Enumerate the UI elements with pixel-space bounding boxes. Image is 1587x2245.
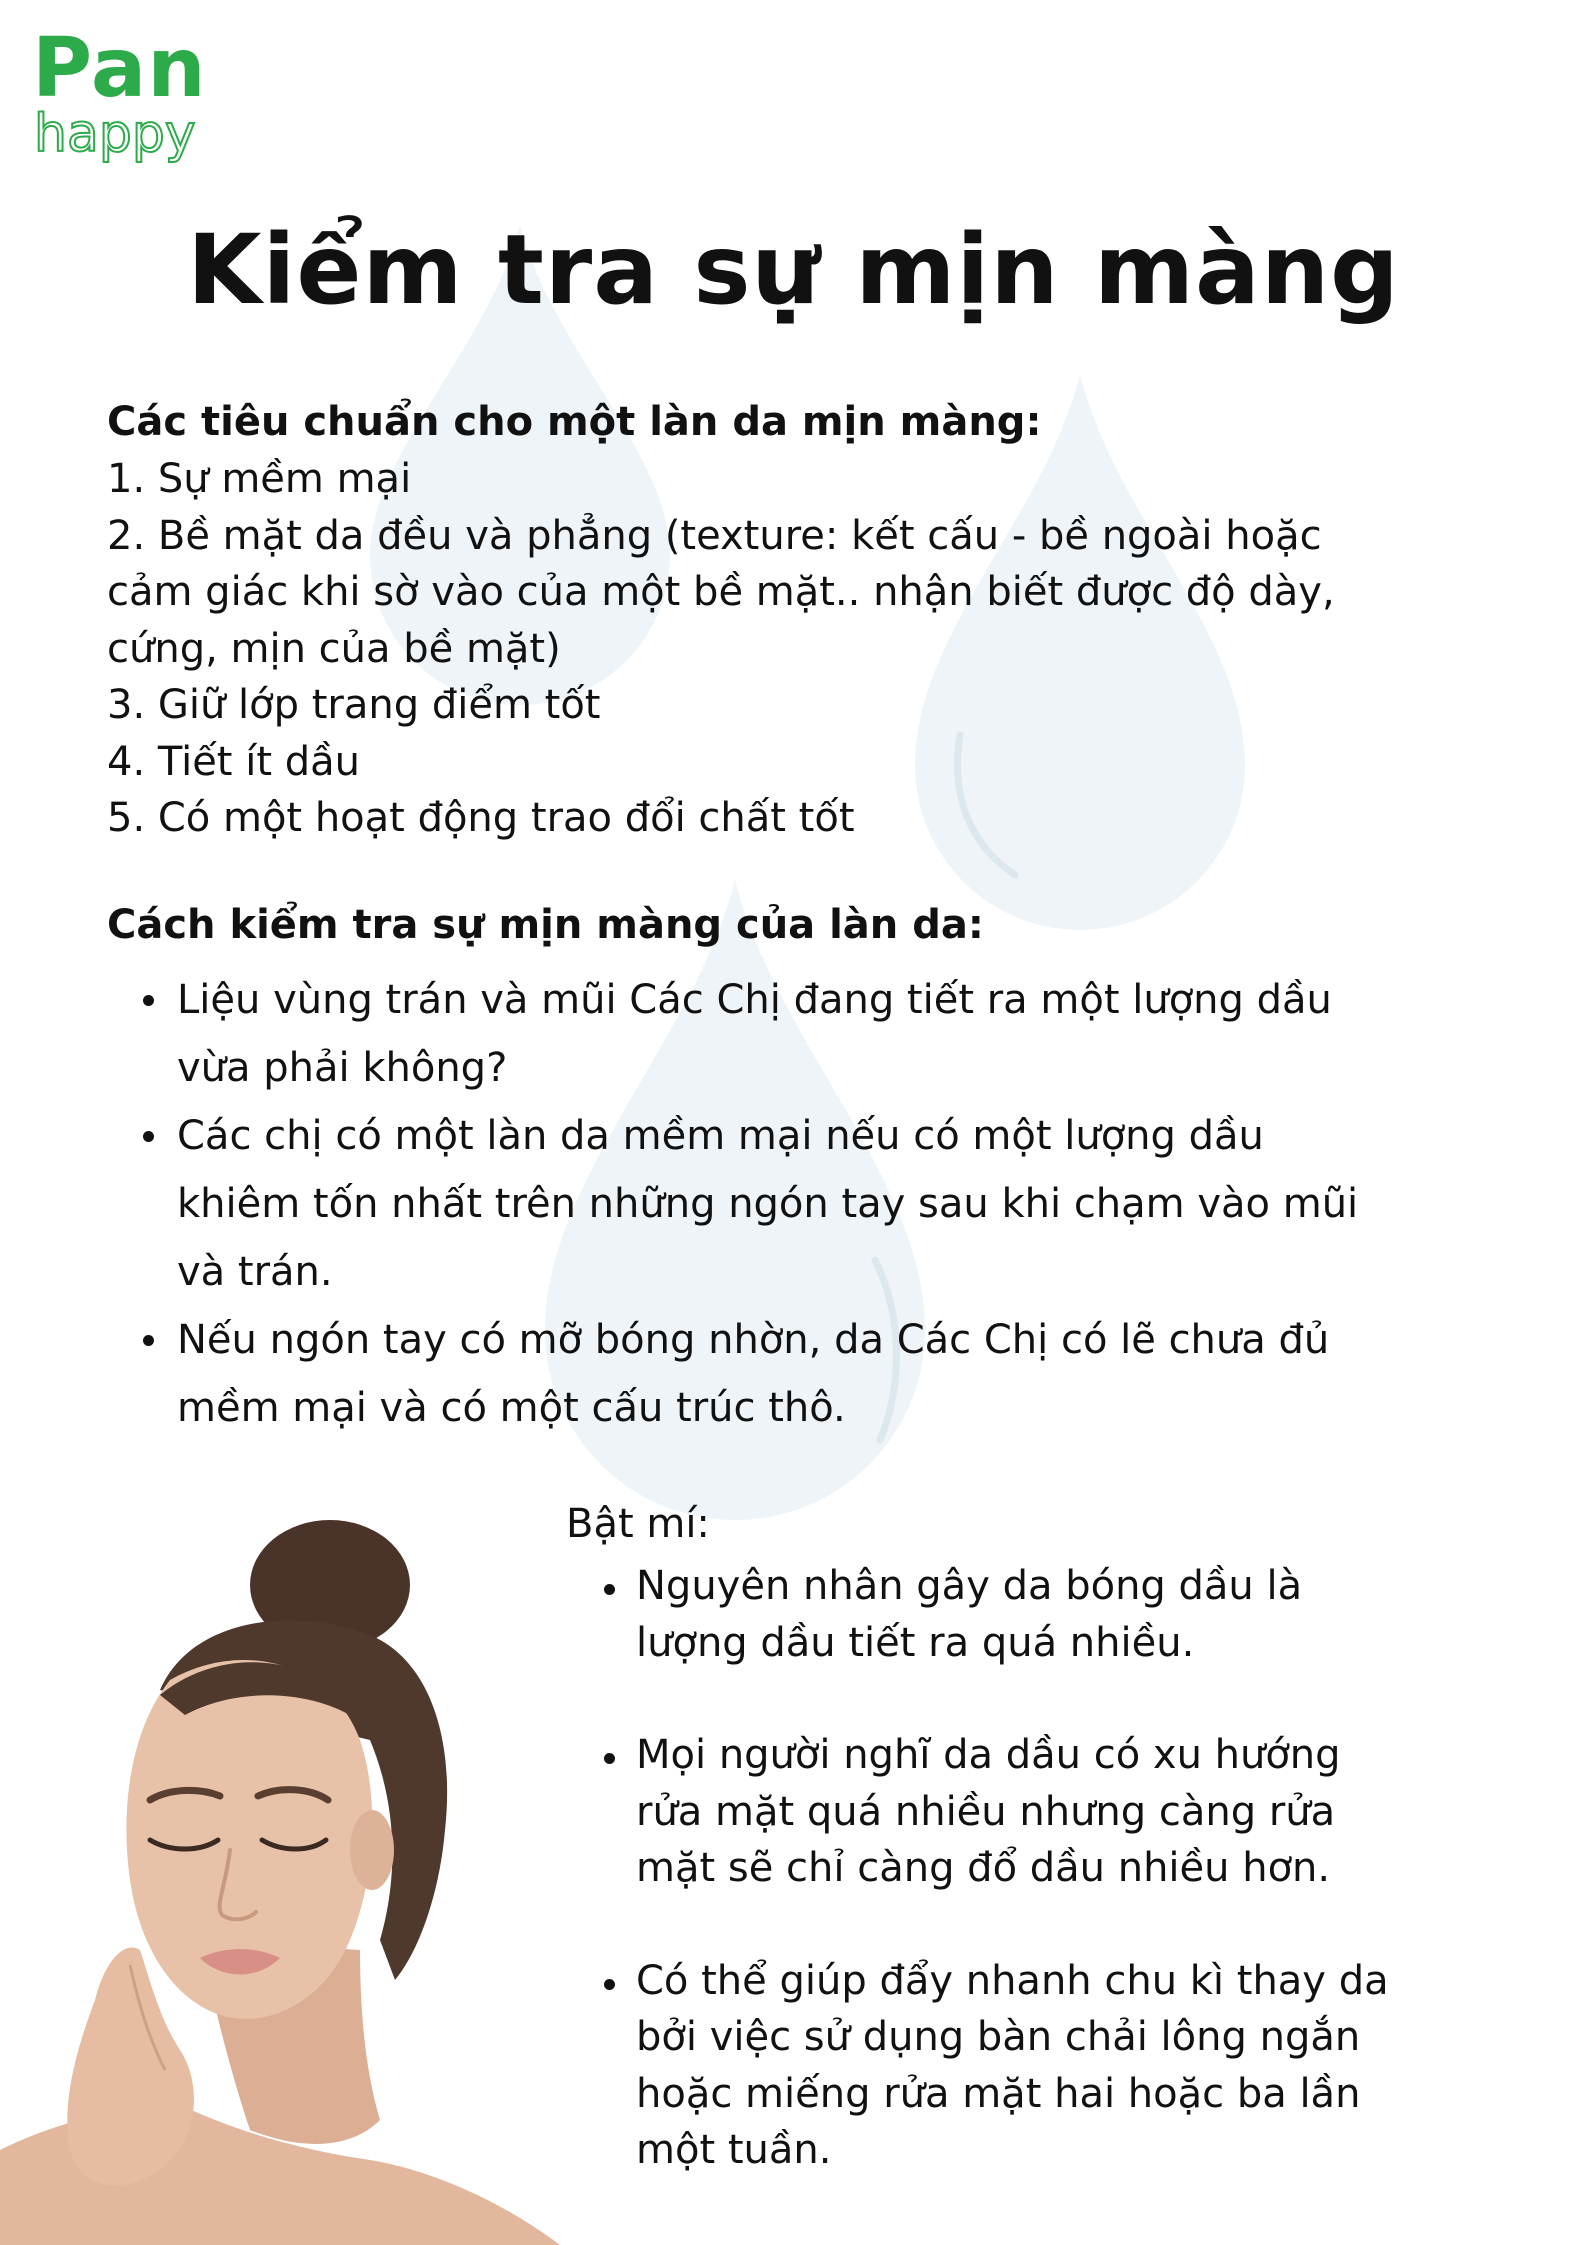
- tips-section: [566, 1496, 1466, 2235]
- tips-list-item-text: một tuần.: [636, 2127, 832, 2173]
- check-list: [107, 966, 1417, 1442]
- standards-line: 4. Tiết ít dầu: [107, 738, 360, 785]
- woman-portrait-image: [0, 1510, 620, 2245]
- check-list-item-text: Nếu ngón tay có mỡ bóng nhờn, da Các Chị có lẽ chưa đủ: [177, 1317, 1330, 1363]
- tips-list-item: [636, 1727, 1466, 1897]
- check-list-item-text: Liệu vùng trán và mũi Các Chị đang tiết ra một lượng dầu: [177, 977, 1332, 1023]
- tips-list-item-text: lượng dầu tiết ra quá nhiều.: [636, 1619, 1195, 1666]
- standards-line: 5. Có một hoạt động trao đổi chất tốt: [107, 795, 855, 841]
- standards-heading: Các tiêu chuẩn cho một làn da mịn màng:: [107, 399, 1042, 445]
- page-title: Kiểm tra sự mịn màng: [187, 214, 1400, 326]
- check-list-item: [177, 966, 1417, 1102]
- tips-list-item-text: bởi việc sử dụng bàn chải lông ngắn: [636, 2014, 1361, 2060]
- tips-list-item-text: mặt sẽ chỉ càng đổ dầu nhiều hơn.: [636, 1845, 1331, 1891]
- check-list-item-text: mềm mại và có một cấu trúc thô.: [177, 1385, 846, 1431]
- tips-list-item-text: rửa mặt quá nhiều nhưng càng rửa: [636, 1788, 1336, 1835]
- check-list-item-text: khiêm tốn nhất trên những ngón tay sau khi chạm vào mũi: [177, 1181, 1359, 1227]
- standards-line: 3. Giữ lớp trang điểm tốt: [107, 682, 601, 728]
- standards-line: 2. Bề mặt da đều và phẳng (texture: kết cấu - bề ngoài hoặc: [107, 512, 1322, 559]
- check-list-item-text: vừa phải không?: [177, 1045, 508, 1091]
- tips-label: Bật mí:: [566, 1501, 710, 1547]
- check-list-item-text: và trán.: [177, 1249, 333, 1295]
- check-list-item: [177, 1306, 1417, 1442]
- tips-list-item-text: hoặc miếng rửa mặt hai hoặc ba lần: [636, 2070, 1361, 2117]
- tips-list-item: [636, 1953, 1466, 2179]
- check-list-item: [177, 1102, 1417, 1306]
- standards-list: [107, 451, 1407, 847]
- tips-list-item-text: Mọi người nghĩ da dầu có xu hướng: [636, 1732, 1341, 1778]
- skin-standards-section: [107, 394, 1407, 847]
- panhappy-logo[interactable]: [32, 21, 207, 164]
- tips-list-item: [636, 1558, 1466, 1671]
- standards-line: cảm giác khi sờ vào của một bề mặt.. nhận biết được độ dày,: [107, 569, 1335, 615]
- tips-list-item-text: Nguyên nhân gây da bóng dầu là: [636, 1563, 1303, 1609]
- skin-check-section: [107, 897, 1417, 1442]
- tips-list: [566, 1558, 1466, 2179]
- check-heading: Cách kiểm tra sự mịn màng của làn da:: [107, 902, 984, 948]
- tips-list-item-text: Có thể giúp đẩy nhanh chu kì thay da: [636, 1957, 1389, 2004]
- standards-line: 1. Sự mềm mại: [107, 456, 412, 502]
- standards-line: cứng, mịn của bề mặt): [107, 625, 561, 672]
- logo-wordmark-happy: happy: [34, 104, 196, 164]
- logo-wordmark-pan: Pan: [32, 21, 207, 116]
- check-list-item-text: Các chị có một làn da mềm mại nếu có một lượng dầu: [177, 1113, 1264, 1159]
